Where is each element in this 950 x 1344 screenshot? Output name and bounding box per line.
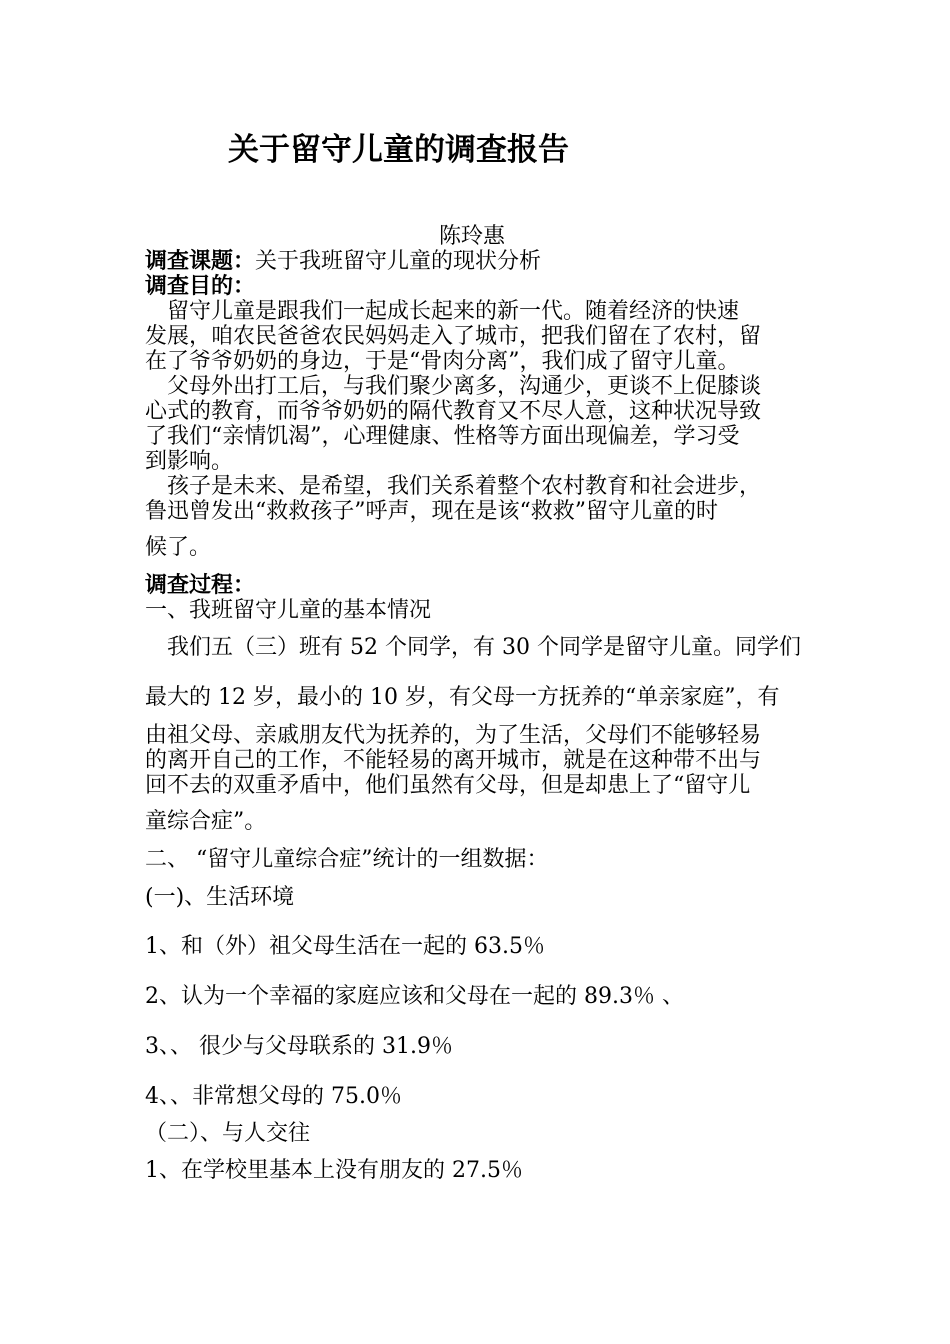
paragraph-line: 回不去的双重矛盾中，他们虽然有父母，但是却患上了“留守儿 [145, 773, 751, 798]
section-heading: 二、 “留守儿童综合症”统计的一组数据： [145, 847, 549, 872]
purpose-label: 调查目的： [145, 274, 256, 299]
list-item: 1、和（外）祖父母生活在一起的 63.5％ [145, 934, 545, 959]
paragraph-line: 了我们“亲情饥渴”，心理健康、性格等方面出现偏差，学习受 [145, 424, 740, 449]
paragraph-line: 童综合症”。 [145, 809, 267, 834]
paragraph-line: 孩子是未来、是希望，我们关系着整个农村教育和社会进步， [145, 474, 762, 499]
topic-label: 调查课题： [145, 249, 256, 274]
process-label: 调查过程： [145, 573, 256, 598]
subsection-heading: (一)、生活环境 [145, 885, 295, 910]
list-item: 1、在学校里基本上没有朋友的 27.5％ [145, 1158, 523, 1183]
subsection-heading: （二）、与人交往 [145, 1121, 311, 1146]
topic-text: 关于我班留守儿童的现状分析 [255, 249, 542, 274]
list-item: 2、认为一个幸福的家庭应该和父母在一起的 89.3％ 、 [145, 984, 684, 1009]
paragraph-line: 留守儿童是跟我们一起成长起来的新一代。随着经济的快速 [145, 299, 740, 324]
list-item: 3、、 很少与父母联系的 31.9％ [145, 1034, 453, 1059]
paragraph-line: 最大的 12 岁，最小的 10 岁，有父母一方抚养的“单亲家庭”，有 [145, 685, 780, 710]
paragraph-line: 的离开自己的工作，不能轻易的离开城市，就是在这种带不出与 [145, 748, 762, 773]
paragraph-line: 我们五（三）班有 52 个同学，有 30 个同学是留守儿童。同学们 [145, 635, 801, 660]
document-title: 关于留守儿童的调查报告 [228, 132, 569, 168]
paragraph-line: 父母外出打工后，与我们聚少离多，沟通少，更谈不上促膝谈 [145, 374, 762, 399]
topic-line [145, 250, 541, 274]
author-name: 陈玲惠 [439, 224, 506, 249]
paragraph-line: 发展，咱农民爸爸农民妈妈走入了城市，把我们留在了农村，留 [145, 324, 762, 349]
paragraph-line: 在了爷爷奶奶的身边，于是“骨肉分离”，我们成了留守儿童。 [145, 349, 740, 374]
paragraph-line: 心式的教育，而爷爷奶奶的隔代教育又不尽人意，这种状况导致 [145, 399, 762, 424]
paragraph-line: 到影响。 [145, 449, 234, 474]
paragraph-line: 鲁迅曾发出“救救孩子”呼声，现在是该“救救”留守儿童的时 [145, 499, 718, 524]
paragraph-line: 候了。 [145, 535, 212, 560]
section-heading: 一、我班留守儿童的基本情况 [145, 598, 432, 623]
paragraph-line: 由祖父母、亲戚朋友代为抚养的，为了生活，父母们不能够轻易 [145, 723, 762, 748]
list-item: 4、、非常想父母的 75.0％ [145, 1084, 402, 1109]
